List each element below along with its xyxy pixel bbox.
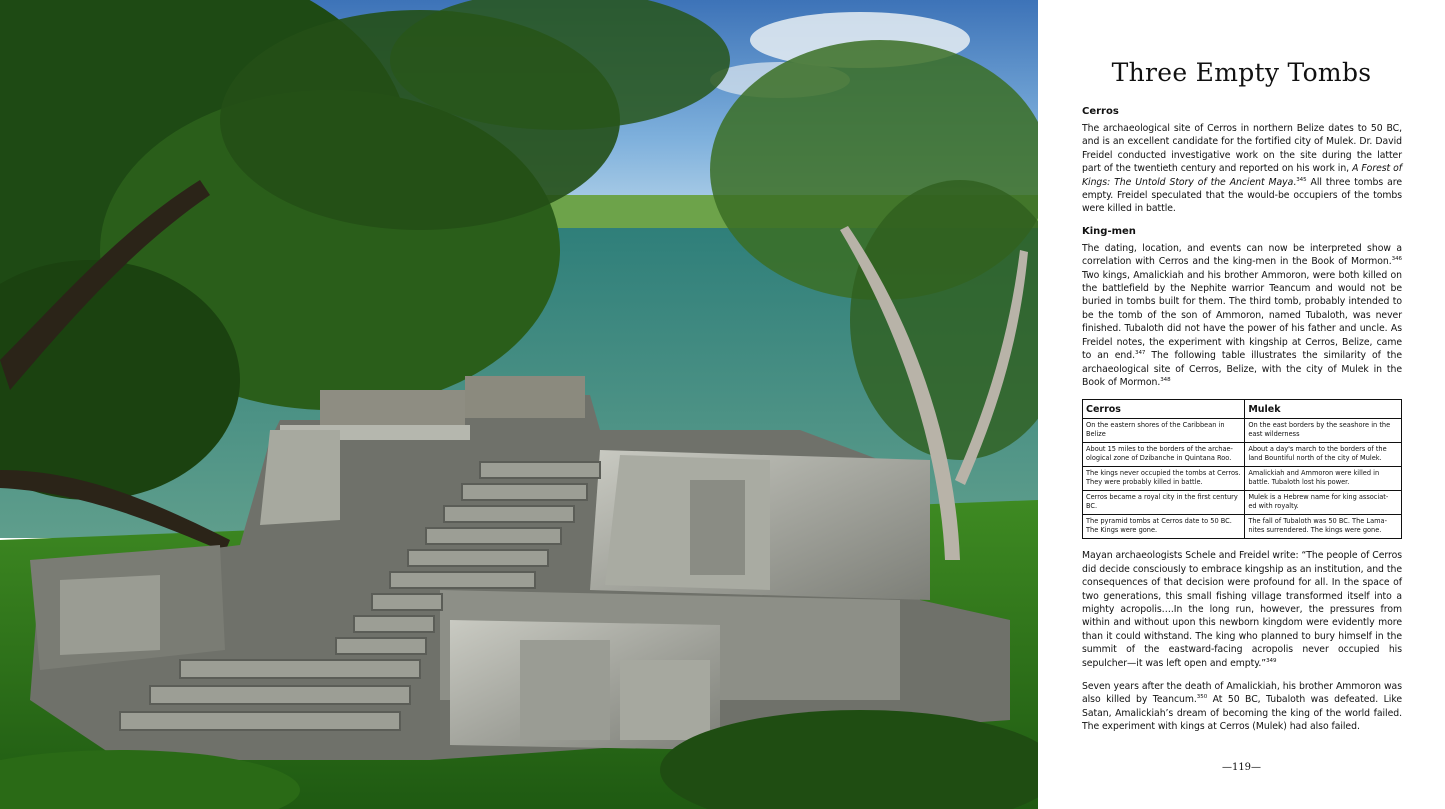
table-cell: Amalickiah and Ammoron were killed in battle. Tubaloth lost his power. [1245,467,1402,491]
text-run: At 50 BC, Tubaloth was defeated. Like Satan, Amalickiah’s dream of becoming the king of the world failed. The experiment with kings at Cerros (Mulek) had also failed. [1082,694,1402,733]
table-cell: About a day's march to the borders of the land Bountiful north of the city of Mulek. [1245,443,1402,467]
table-cell: Cerros became a royal city in the first century BC. [1083,491,1245,515]
text-column [1082,106,1402,744]
comparison-table [1082,399,1402,539]
column-header-cerros: Cerros [1083,400,1245,419]
paragraph-ammoron [1082,680,1402,734]
column-header-mulek: Mulek [1245,400,1402,419]
paragraph-king-men [1082,242,1402,389]
text-run: All three tombs are empty. Freidel speculated that the would-be occupiers of the tombs were killed in battle. [1082,176,1402,215]
table-cell: On the eastern shores of the Caribbean in Belize [1083,419,1245,443]
footnote-ref: 350 [1196,694,1208,701]
text-run: Seven years after the death of Amalickiah, his brother Ammoron was also killed by Teancum. [1082,680,1402,706]
text-run: The dating, location, and events can now be interpreted show a correlation with Cerros and the king-men in the Book of Mormon. [1082,242,1402,268]
text-run: The archaeological site of Cerros in northern Belize dates to 50 BC, and is an excellent candidate for the fortified city of Mulek. Dr. David Freidel conducted investigative work on the site during the latter part of the twentieth century and reported on his work in, [1082,123,1402,175]
footnote-ref: 348 [1160,376,1171,383]
table-row [1083,419,1402,443]
table-cell: The pyramid tombs at Cerros date to 50 BC. The Kings were gone. [1083,515,1245,539]
table-cell: On the east borders by the seashore in the east wilderness [1245,419,1402,443]
table-row [1083,443,1402,467]
footnote-ref: 346 [1391,256,1402,263]
table-cell: About 15 miles to the borders of the archae- ological zone of Dzibanche in Quintana Roo. [1083,443,1245,467]
section-heading-cerros: Cerros [1082,106,1119,117]
table-row [1083,515,1402,539]
table-row [1083,467,1402,491]
table-cell: The kings never occupied the tombs at Cerros. They were probably killed in battle. [1083,467,1245,491]
page-title: Three Empty Tombs [1111,58,1372,87]
table-row [1083,491,1402,515]
paragraph-cerros [1082,122,1402,216]
page-number: —119— [1221,762,1262,773]
table-cell: The fall of Tubaloth was 50 BC. The Lama- nites surrendered. The kings were gone. [1245,515,1402,539]
table-cell: Mulek is a Hebrew name for king associat- ed with royalty. [1245,491,1402,515]
footnote-ref: 349 [1266,657,1277,664]
table-header-row [1083,400,1402,419]
section-heading-king-men: King-men [1082,225,1136,237]
book-page [1038,0,1445,809]
text-run: The following table illustrates the similarity of the archaeological site of Cerros, Belize, with the city of Mulek in the Book of Mormon. [1082,350,1402,388]
paragraph-schele-freidel-quote [1082,549,1402,670]
text-run: Two kings, Amalickiah and his brother Ammoron, were both killed on the battlefield by the Nephite warrior Teancum and would not be buried in tombs built for them. The third tomb, probably intended to be the tomb of the son of Ammoron, named Tubaloth, was never finished. Tubaloth did not have the power of his father and uncle. As Freidel notes, the experiment with kingship at Cerros, Belize, came to an end. [1082,269,1402,362]
footnote-ref: 347 [1135,350,1146,356]
text-run: . [1293,176,1297,188]
footnote-ref: 345 [1296,176,1307,183]
text-run: Mayan archaeologists Schele and Freidel write: “The people of Cerros did decide consciously to embrace kingship as an institution, and the consequences of that decision were profound for all. In the space of two generations, this small fishing village transformed itself into a mighty acropolis….In the long run, however, the pressures from within and without upon this newborn kingdom were evidently more than it could withstand. The king who planned to bury himself in the summit of the eastward-facing acropolis never occupied his sepulcher—it was left open and empty.” [1082,550,1402,669]
book-title-italic: A Forest of Kings: The Untold Story of the Ancient Maya [1082,163,1403,188]
